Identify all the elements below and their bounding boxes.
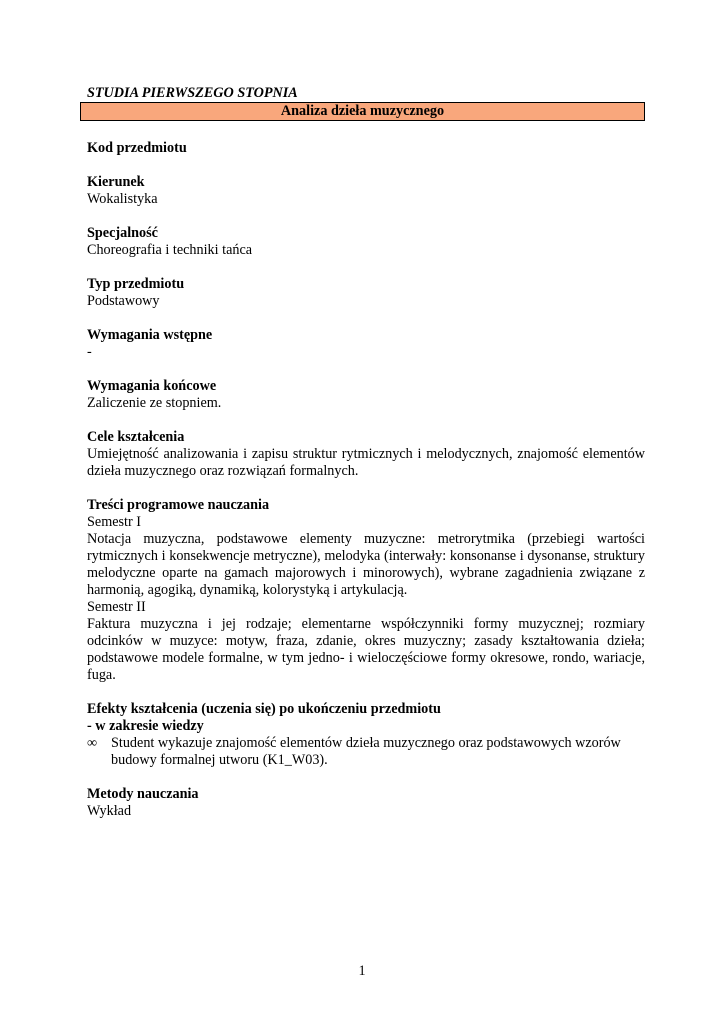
kierunek-value: Wokalistyka xyxy=(87,191,158,207)
infinity-bullet-icon: ∞ xyxy=(87,735,98,751)
specjalnosc-heading: Specjalność xyxy=(87,225,158,241)
typ-heading: Typ przedmiotu xyxy=(87,276,185,292)
section-wymagania-wstepne xyxy=(87,327,645,361)
wymagania-koncowe-value: Zaliczenie ze stopniem. xyxy=(87,395,222,411)
semester-2-text: Faktura muzyczna i jej rodzaje; elementarne współczynniki formy muzycznej; rozmiary odcinków w muzyce: motyw, fraza, zdanie, okres muzyczny; zasady kształtowania dzieła; podstawowe modele formalne, w tym jedno- i wieloczęściowe formy okresowe, rondo, wariacje, fuga. xyxy=(87,616,645,683)
section-efekty xyxy=(87,701,645,769)
wymagania-wstepne-value: - xyxy=(87,344,92,360)
section-wymagania-koncowe xyxy=(87,378,645,412)
wymagania-koncowe-heading: Wymagania końcowe xyxy=(87,378,217,394)
section-metody xyxy=(87,786,645,820)
specjalnosc-value: Choreografia i techniki tańca xyxy=(87,242,253,258)
page-number: 1 xyxy=(358,963,366,979)
section-kierunek xyxy=(87,174,645,208)
metody-value: Wykład xyxy=(87,803,132,819)
section-typ xyxy=(87,276,645,310)
section-specjalnosc xyxy=(87,225,645,259)
metody-heading: Metody nauczania xyxy=(87,786,199,802)
wymagania-wstepne-heading: Wymagania wstępne xyxy=(87,327,213,343)
document-page xyxy=(87,85,645,820)
semester-1-label: Semestr I xyxy=(87,514,141,530)
typ-value: Podstawowy xyxy=(87,293,160,309)
study-level-heading: STUDIA PIERWSZEGO STOPNIA xyxy=(87,85,298,101)
efekty-subheading: - w zakresie wiedzy xyxy=(87,718,204,734)
cele-value: Umiejętność analizowania i zapisu struktur rytmicznych i melodycznych, znajomość elementów dzieła muzycznego oraz rozwiązań formalnych. xyxy=(87,446,645,479)
semester-2-label: Semestr II xyxy=(87,599,146,615)
semester-1-text: Notacja muzyczna, podstawowe elementy muzyczne: metrorytmika (przebiegi wartości rytmicznych i konsekwencje metryczne), melodyka (interwały: konsonanse i dysonanse, struktury melodyczne oparte na gamach majorowych i minorowych), wybrane zagadnienia związane z harmonią, agogiką, dynamiką, kolorystyką i artykulacją. xyxy=(87,531,645,598)
kierunek-heading: Kierunek xyxy=(87,174,145,190)
efekty-heading: Efekty kształcenia (uczenia się) po ukończeniu przedmiotu xyxy=(87,701,441,717)
section-kod xyxy=(87,140,645,157)
section-cele xyxy=(87,429,645,480)
efekty-bullet-text: Student wykazuje znajomość elementów dzieła muzycznego oraz podstawowych wzorów budowy formalnej utworu (K1_W03). xyxy=(111,735,621,768)
section-tresci xyxy=(87,497,645,684)
tresci-heading: Treści programowe nauczania xyxy=(87,497,270,513)
cele-heading: Cele kształcenia xyxy=(87,429,185,445)
subject-title-box: Analiza dzieła muzycznego xyxy=(80,102,645,121)
efekty-bullet-item xyxy=(87,735,645,769)
kod-heading: Kod przedmiotu xyxy=(87,140,187,156)
